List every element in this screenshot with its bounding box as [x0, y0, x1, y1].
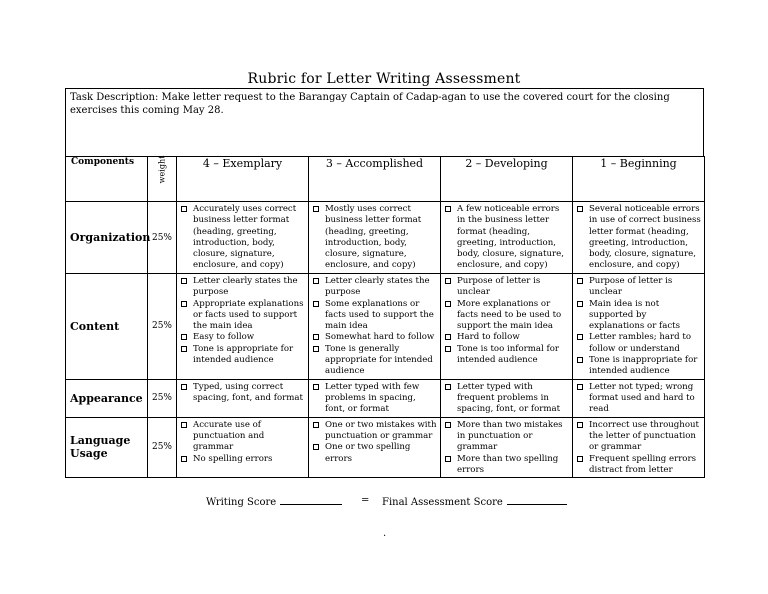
criteria-list	[576, 420, 701, 476]
criteria-cell	[573, 379, 705, 417]
criteria-text: Letter rambles; hard to follow or understand	[589, 332, 692, 354]
criteria-text: Tone is appropriate for intended audience	[193, 343, 294, 366]
checkbox-icon[interactable]	[313, 206, 319, 212]
criteria-text: No spelling errors	[193, 453, 273, 464]
rubric-row	[66, 274, 705, 380]
criteria-list	[180, 382, 305, 405]
criteria-item	[180, 382, 305, 405]
criteria-item	[444, 332, 569, 343]
checkbox-icon[interactable]	[313, 384, 319, 390]
criteria-cell	[441, 202, 573, 274]
criteria-item	[180, 420, 305, 454]
criteria-cell	[309, 379, 441, 417]
header-row	[66, 157, 705, 202]
criteria-item	[444, 299, 569, 333]
criteria-text: Tone is generally appropriate for intended audience	[325, 343, 433, 377]
criteria-cell	[309, 202, 441, 274]
checkbox-icon[interactable]	[313, 422, 319, 428]
checkbox-icon[interactable]	[181, 206, 187, 212]
checkbox-icon[interactable]	[181, 301, 187, 307]
rubric-table	[65, 156, 705, 478]
checkbox-icon[interactable]	[577, 301, 583, 307]
criteria-list	[180, 276, 305, 366]
writing-score	[206, 495, 342, 508]
component-weight: 25%	[148, 379, 177, 417]
criteria-item	[576, 276, 701, 299]
component-name: Appearance	[66, 379, 148, 417]
criteria-item	[312, 442, 437, 465]
criteria-item	[444, 276, 569, 299]
criteria-list	[180, 204, 305, 272]
criteria-text: Accurately uses correct business letter format (heading, greeting, introduction, body, closure, signature, enclosure, and copy)	[193, 204, 297, 271]
criteria-text: More than two mistakes in punctuation or grammar	[457, 419, 563, 453]
criteria-cell	[177, 417, 309, 477]
criteria-item	[576, 420, 701, 454]
criteria-list	[444, 204, 569, 272]
criteria-text: A few noticeable errors in the business letter format (heading, greeting, introduction, body, closure, signature, enclosure, and copy)	[457, 204, 564, 271]
criteria-text: Purpose of letter is unclear	[457, 276, 541, 298]
rubric-row	[66, 379, 705, 417]
criteria-text: Easy to follow	[193, 332, 255, 343]
checkbox-icon[interactable]	[577, 357, 583, 363]
weight-header-label: weight	[157, 155, 167, 184]
criteria-list	[444, 420, 569, 476]
criteria-cell	[177, 379, 309, 417]
checkbox-icon[interactable]	[181, 334, 187, 340]
checkbox-icon[interactable]	[445, 334, 451, 340]
criteria-text: Mostly uses correct business letter format (heading, greeting, introduction, body, closure, signature, enclosure, and copy)	[325, 204, 422, 271]
component-weight: 25%	[148, 274, 177, 380]
criteria-item	[576, 454, 701, 477]
criteria-list	[312, 420, 437, 465]
criteria-item	[180, 344, 305, 367]
equals-sign: =	[361, 495, 370, 506]
component-weight: 25%	[148, 202, 177, 274]
criteria-list	[444, 382, 569, 416]
criteria-text: More than two spelling errors	[457, 453, 559, 475]
final-score-blank[interactable]	[507, 495, 567, 505]
criteria-item	[312, 344, 437, 378]
components-header: Components	[66, 157, 148, 202]
level-header-1: 1 – Beginning	[573, 157, 705, 202]
component-name: Content	[66, 274, 148, 380]
stray-mark: .	[383, 528, 387, 539]
checkbox-icon[interactable]	[577, 422, 583, 428]
page-title: Rubric for Letter Writing Assessment	[247, 71, 521, 87]
criteria-text: Letter not typed; wrong format used and hard to read	[589, 381, 695, 415]
criteria-list	[312, 204, 437, 272]
checkbox-icon[interactable]	[577, 384, 583, 390]
criteria-text: Accurate use of punctuation and grammar	[193, 419, 265, 453]
criteria-text: Letter clearly states the purpose	[325, 276, 430, 298]
criteria-text: Main idea is not supported by explanations or facts	[589, 298, 681, 332]
checkbox-icon[interactable]	[313, 301, 319, 307]
criteria-text: More explanations or facts need to be used to support the main idea	[457, 298, 562, 332]
criteria-text: Somewhat hard to follow	[325, 332, 435, 343]
criteria-list	[312, 382, 437, 416]
criteria-text: Purpose of letter is unclear	[589, 276, 673, 298]
criteria-item	[312, 382, 437, 416]
checkbox-icon[interactable]	[181, 346, 187, 352]
criteria-item	[312, 299, 437, 333]
writing-score-label: Writing Score	[206, 497, 277, 508]
checkbox-icon[interactable]	[181, 456, 187, 462]
criteria-item	[180, 204, 305, 272]
checkbox-icon[interactable]	[577, 206, 583, 212]
criteria-text: One or two mistakes with punctuation or grammar	[325, 419, 437, 441]
level-header-4: 4 – Exemplary	[177, 157, 309, 202]
criteria-item	[312, 204, 437, 272]
checkbox-icon[interactable]	[181, 278, 187, 284]
criteria-text: Several noticeable errors in use of correct business letter format (heading, greeting, introduction, body, closure, signature, enclosure, and copy)	[589, 204, 701, 271]
criteria-item	[444, 454, 569, 477]
task-description: Task Description: Make letter request to the Barangay Captain of Cadap-agan to use the covered court for the closing exercises this coming May 28.	[65, 88, 704, 156]
criteria-cell	[441, 417, 573, 477]
criteria-text: Tone is inappropriate for intended audience	[589, 355, 698, 377]
checkbox-icon[interactable]	[445, 384, 451, 390]
final-score	[382, 495, 567, 508]
criteria-item	[180, 454, 305, 465]
criteria-item	[576, 332, 701, 355]
criteria-cell	[441, 274, 573, 380]
checkbox-icon[interactable]	[313, 334, 319, 340]
criteria-text: Incorrect use throughout the letter of punctuation or grammar	[589, 419, 699, 453]
criteria-text: Typed, using correct spacing, font, and format	[193, 381, 303, 403]
checkbox-icon[interactable]	[445, 278, 451, 284]
checkbox-icon[interactable]	[313, 346, 319, 352]
criteria-item	[444, 344, 569, 367]
level-header-3: 3 – Accomplished	[309, 157, 441, 202]
criteria-list	[312, 276, 437, 378]
criteria-cell	[573, 417, 705, 477]
criteria-text: Hard to follow	[457, 332, 520, 343]
checkbox-icon[interactable]	[181, 384, 187, 390]
checkbox-icon[interactable]	[445, 206, 451, 212]
criteria-item	[576, 382, 701, 416]
criteria-item	[312, 420, 437, 443]
criteria-item	[444, 204, 569, 272]
criteria-item	[576, 355, 701, 378]
criteria-item	[444, 382, 569, 416]
criteria-text: Appropriate explanations or facts used to support the main idea	[193, 298, 304, 332]
criteria-item	[444, 420, 569, 454]
criteria-text: Letter typed with frequent problems in spacing, font, or format	[457, 381, 561, 415]
criteria-text: Some explanations or facts used to support the main idea	[325, 298, 434, 332]
checkbox-icon[interactable]	[445, 456, 451, 462]
criteria-item	[180, 299, 305, 333]
criteria-text: Tone is too informal for intended audience	[457, 343, 559, 366]
criteria-text: One or two spelling errors	[325, 442, 411, 464]
criteria-list	[444, 276, 569, 366]
rubric-body	[66, 202, 705, 478]
criteria-item	[576, 299, 701, 333]
criteria-list	[576, 276, 701, 378]
criteria-item	[312, 332, 437, 343]
component-name: Language Usage	[66, 417, 148, 477]
criteria-text: Letter clearly states the purpose	[193, 276, 298, 298]
criteria-cell	[573, 274, 705, 380]
criteria-item	[312, 276, 437, 299]
criteria-cell	[309, 274, 441, 380]
criteria-item	[180, 276, 305, 299]
checkbox-icon[interactable]	[445, 422, 451, 428]
criteria-cell	[441, 379, 573, 417]
criteria-cell	[309, 417, 441, 477]
criteria-list	[576, 204, 701, 272]
criteria-text: Frequent spelling errors distract from letter	[589, 453, 697, 475]
checkbox-icon[interactable]	[445, 301, 451, 307]
weight-header	[148, 157, 177, 202]
component-weight: 25%	[148, 417, 177, 477]
criteria-cell	[573, 202, 705, 274]
writing-score-blank[interactable]	[280, 495, 342, 505]
criteria-item	[576, 204, 701, 272]
level-header-2: 2 – Developing	[441, 157, 573, 202]
criteria-list	[180, 420, 305, 465]
final-score-label: Final Assessment Score	[382, 497, 503, 508]
criteria-text: Letter typed with few problems in spacing, font, or format	[325, 381, 420, 415]
rubric-row	[66, 202, 705, 274]
component-name: Organization	[66, 202, 148, 274]
checkbox-icon[interactable]	[445, 346, 451, 352]
criteria-item	[180, 332, 305, 343]
criteria-cell	[177, 202, 309, 274]
checkbox-icon[interactable]	[313, 278, 319, 284]
checkbox-icon[interactable]	[577, 278, 583, 284]
checkbox-icon[interactable]	[181, 422, 187, 428]
checkbox-icon[interactable]	[577, 456, 583, 462]
checkbox-icon[interactable]	[577, 334, 583, 340]
criteria-cell	[177, 274, 309, 380]
rubric-row	[66, 417, 705, 477]
criteria-list	[576, 382, 701, 416]
checkbox-icon[interactable]	[313, 444, 319, 450]
